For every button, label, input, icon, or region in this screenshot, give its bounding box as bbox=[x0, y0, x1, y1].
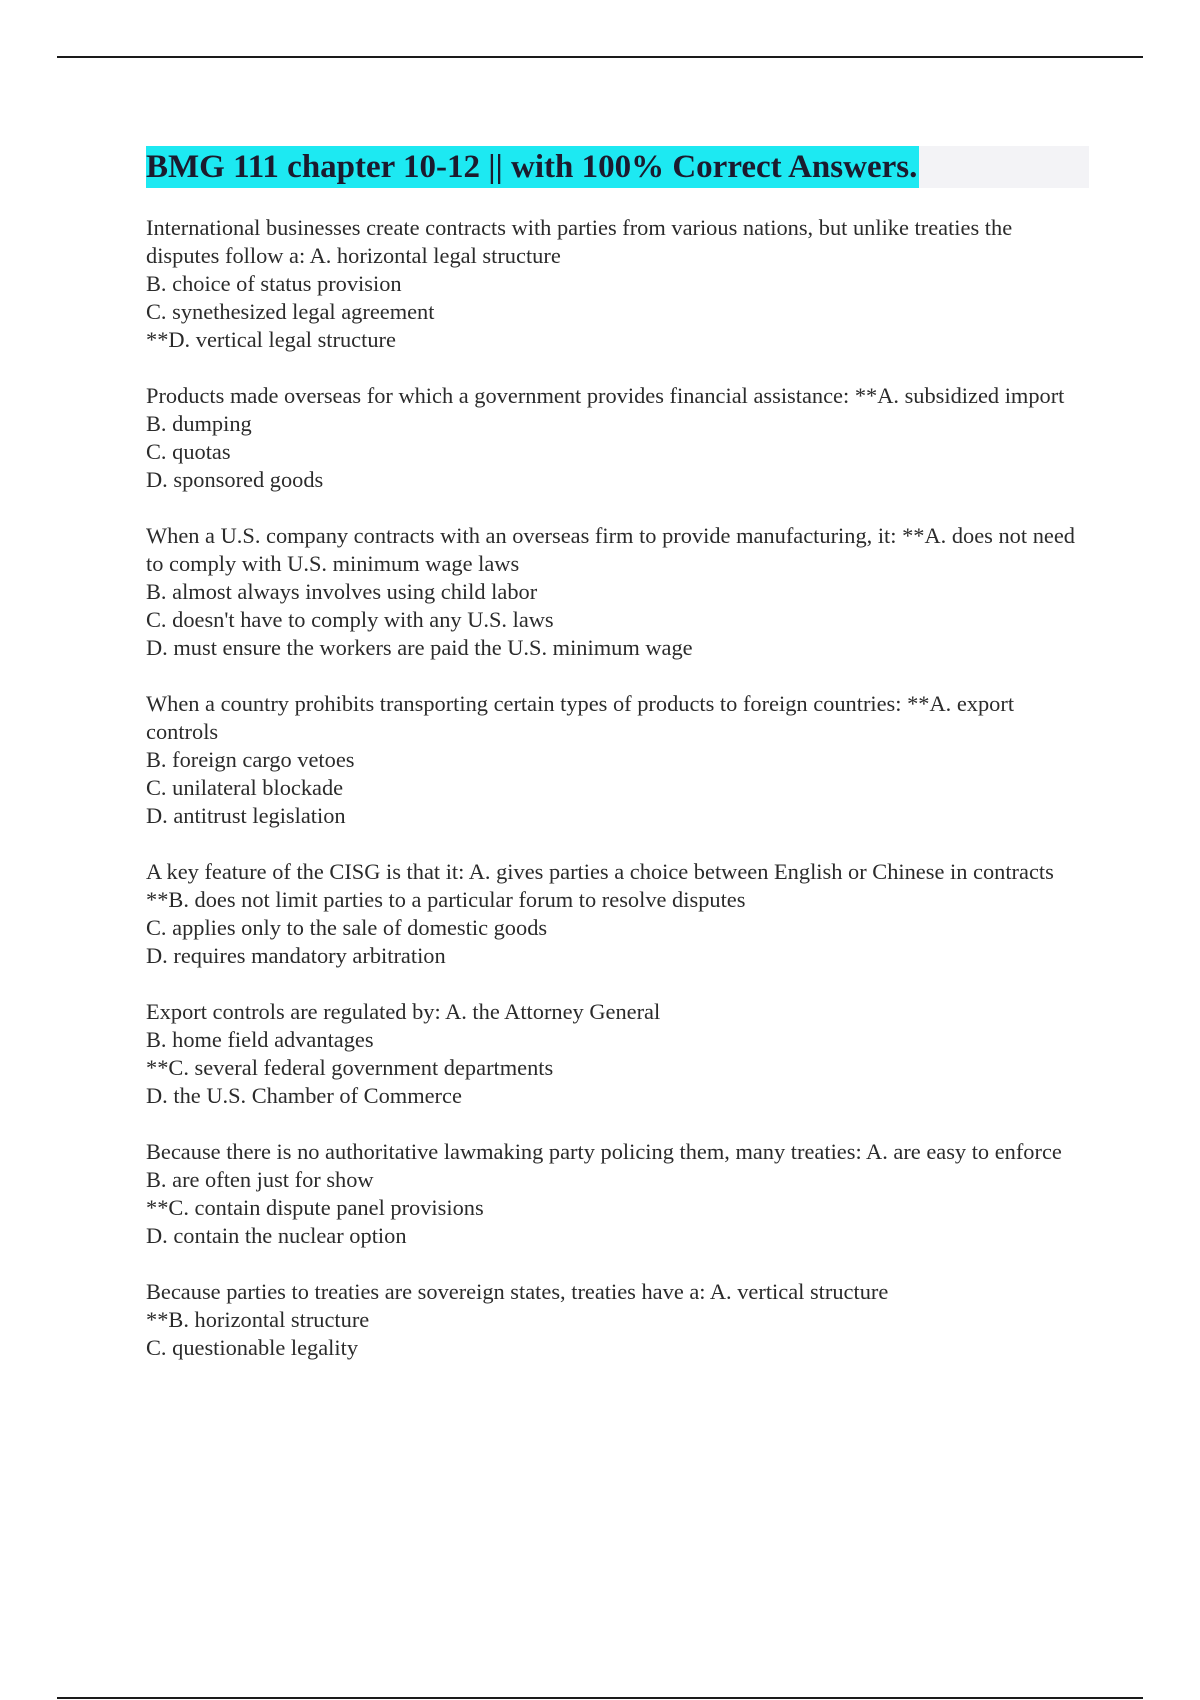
question-stem: When a U.S. company contracts with an overseas firm to provide manufacturing, it: **A. does not need to comply with U.S. minimum wage laws bbox=[146, 523, 1075, 576]
question-stem: Products made overseas for which a government provides financial assistance: **A. subsidized import bbox=[146, 383, 1065, 408]
question-item bbox=[146, 858, 1091, 970]
answer-option: B. almost always involves using child labor bbox=[146, 579, 538, 604]
top-page-rule bbox=[57, 56, 1143, 58]
question-stem: Because parties to treaties are sovereign states, treaties have a: A. vertical structure bbox=[146, 1279, 889, 1304]
answer-option: **D. vertical legal structure bbox=[146, 327, 396, 352]
answer-option: B. foreign cargo vetoes bbox=[146, 747, 355, 772]
question-stem: International businesses create contracts with parties from various nations, but unlike treaties the disputes follow a: A. horizontal legal structure bbox=[146, 215, 1013, 268]
answer-option: B. home field advantages bbox=[146, 1027, 374, 1052]
answer-option: D. the U.S. Chamber of Commerce bbox=[146, 1083, 462, 1108]
answer-option: **C. several federal government departments bbox=[146, 1055, 554, 1080]
answer-option: D. requires mandatory arbitration bbox=[146, 943, 446, 968]
answer-option: D. sponsored goods bbox=[146, 467, 324, 492]
question-item bbox=[146, 522, 1091, 662]
answer-option: D. must ensure the workers are paid the U.S. minimum wage bbox=[146, 635, 693, 660]
answer-option: C. applies only to the sale of domestic goods bbox=[146, 915, 548, 940]
answer-option: D. contain the nuclear option bbox=[146, 1223, 407, 1248]
answer-option: C. unilateral blockade bbox=[146, 775, 344, 800]
question-stem: Export controls are regulated by: A. the Attorney General bbox=[146, 999, 661, 1024]
question-item bbox=[146, 1278, 1091, 1362]
question-list bbox=[146, 214, 1091, 1390]
question-item bbox=[146, 214, 1091, 354]
bottom-page-rule bbox=[57, 1697, 1143, 1699]
answer-option: **C. contain dispute panel provisions bbox=[146, 1195, 484, 1220]
answer-option: **B. horizontal structure bbox=[146, 1307, 370, 1332]
answer-option: C. quotas bbox=[146, 439, 231, 464]
question-item bbox=[146, 1138, 1091, 1250]
document-title: BMG 111 chapter 10-12 || with 100% Correct Answers. bbox=[146, 146, 919, 188]
answer-option: C. synethesized legal agreement bbox=[146, 299, 435, 324]
question-stem: Because there is no authoritative lawmaking party policing them, many treaties: A. are easy to enforce bbox=[146, 1139, 1062, 1164]
question-stem: A key feature of the CISG is that it: A. gives parties a choice between English or Chinese in contracts bbox=[146, 859, 1054, 884]
answer-option: B. are often just for show bbox=[146, 1167, 374, 1192]
title-block bbox=[146, 146, 1089, 188]
question-item bbox=[146, 690, 1091, 830]
answer-option: C. questionable legality bbox=[146, 1335, 359, 1360]
question-item bbox=[146, 382, 1091, 494]
answer-option: B. choice of status provision bbox=[146, 271, 402, 296]
answer-option: D. antitrust legislation bbox=[146, 803, 346, 828]
question-item bbox=[146, 998, 1091, 1110]
answer-option: **B. does not limit parties to a particular forum to resolve disputes bbox=[146, 887, 746, 912]
answer-option: B. dumping bbox=[146, 411, 252, 436]
question-stem: When a country prohibits transporting certain types of products to foreign countries: **A. export controls bbox=[146, 691, 1015, 744]
answer-option: C. doesn't have to comply with any U.S. laws bbox=[146, 607, 554, 632]
